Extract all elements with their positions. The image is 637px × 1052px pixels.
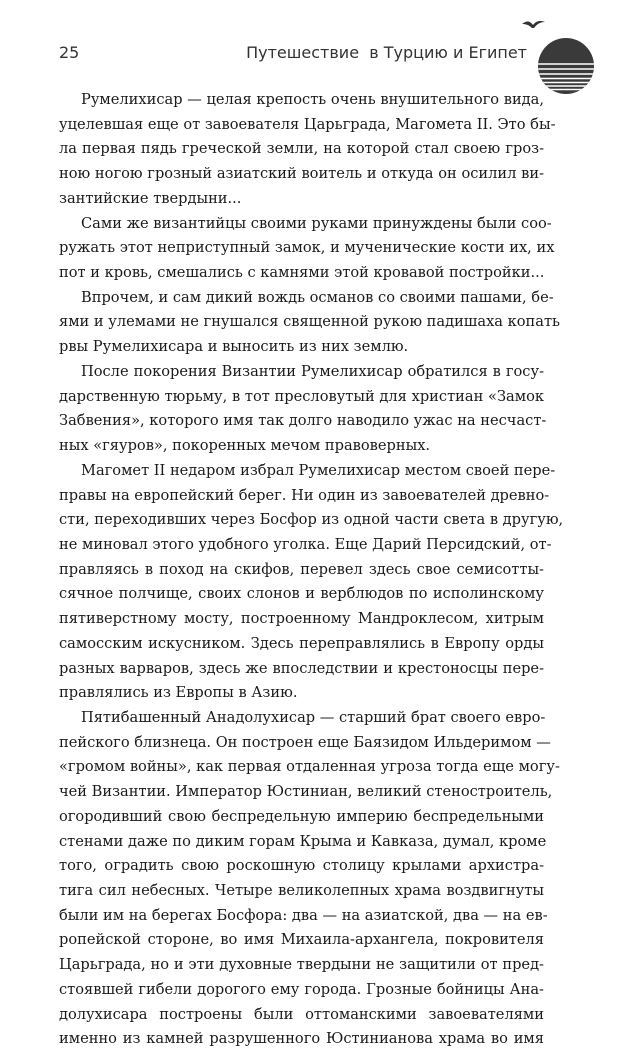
text-line: правлялись из Европы в Азию.: [59, 684, 298, 702]
text-line: стенами даже по диким горам Крыма и Кавказа, думал, кроме: [59, 832, 547, 850]
text-line: ных «гяуров», покоренных мечом правоверных.: [59, 437, 431, 455]
text-line: Пятибашенный Анадолухисар — старший брат своего евро-: [81, 708, 546, 726]
text-line: ла первая пядь греческой земли, на которой стал своею гроз-: [59, 140, 544, 158]
page-number: 25: [59, 43, 80, 62]
text-line: После покорения Византии Румелихисар обратился в госу-: [81, 362, 544, 380]
text-line: рвы Румелихисара и выносить из них землю.: [59, 338, 409, 356]
text-line: ружать этот неприступный замок, и мученические кости их, их: [59, 239, 555, 257]
text-line: огородивший свою беспредельную империю беспредельными: [59, 807, 544, 825]
text-line: чей Византии. Император Юстиниан, великий стеностроитель,: [59, 783, 553, 801]
text-line: пятиверстному мосту, построенному Мандроклесом, хитрым: [59, 610, 544, 628]
sunset-bird-ornament-icon: [520, 14, 600, 94]
text-line: дарственную тюрьму, в тот пресловутый для христиан «Замок: [59, 387, 544, 405]
text-line: разных варваров, здесь же впоследствии и крестоносцы пере-: [59, 659, 544, 677]
paragraph: [59, 286, 560, 360]
paragraph: [59, 88, 556, 212]
text-line: пейского близнеца. Он построен еще Баязидом Ильдеримом —: [59, 733, 551, 751]
text-line: Сами же византийцы своими руками принуждены были соо-: [81, 214, 552, 232]
text-line: сячное полчище, своих слонов и верблюдов по исполинскому: [59, 585, 544, 603]
paragraph: [59, 459, 564, 706]
text-line: ропейской стороне, во имя Михаила-архангела, покровителя: [59, 931, 544, 949]
text-line: ями и улемами не гнушался священной рукою падишаха копать: [59, 313, 560, 331]
text-line: Магомет II недаром избрал Румелихисар местом своей пере-: [81, 461, 556, 479]
text-line: Впрочем, и сам дикий вождь османов со своими пашами, бе-: [81, 288, 554, 306]
text-line: сти, переходивших через Босфор из одной части света в другую,: [59, 511, 564, 529]
text-line: «громом войны», как первая отдаленная угроза тогда еще могу-: [59, 758, 560, 776]
text-line: пот и кровь, смешались с камнями этой кровавой постройки...: [59, 264, 545, 282]
text-line: уцелевшая еще от завоевателя Царьграда, Магомета II. Это бы-: [59, 115, 556, 133]
text-line: стоявшей гибели дорогого ему города. Грозные бойницы Ана-: [59, 980, 544, 998]
text-line: ною ногою грозный азиатский воитель и откуда он осилил ви-: [59, 165, 544, 183]
paragraph: [59, 360, 547, 459]
text-line: правы на европейский берег. Ни один из завоевателей древно-: [59, 486, 550, 504]
text-line: не миновал этого удобного уголка. Еще Дарий Персидский, от-: [59, 535, 552, 553]
text-line: правляясь в поход на скифов, перевел здесь свое семисотты-: [59, 560, 544, 578]
running-title: Путешествие в Турцию и Египет: [246, 43, 527, 62]
text-line: Забвения», которого имя так долго наводило ужас на несчаст-: [59, 412, 547, 430]
text-line: самосским искусником. Здесь переправлялись в Европу орды: [59, 634, 544, 652]
text-line: Румелихисар — целая крепость очень внушительного вида,: [81, 91, 544, 108]
text-line: того, оградить свою роскошную столицу крылами архистра-: [59, 857, 544, 875]
text-line: Царьграда, но и эти духовные твердыни не защитили от пред-: [59, 956, 544, 974]
paragraph: [59, 706, 560, 1052]
text-line: зантийские твердыни...: [59, 189, 242, 207]
body-text: [59, 88, 564, 1052]
text-line: именно из камней разрушенного Юстинианова храма во имя: [59, 1030, 544, 1048]
text-line: были им на берегах Босфора: два — на азиатской, два — на ев-: [59, 906, 548, 924]
text-line: долухисара построены были оттоманскими завоевателями: [59, 1005, 544, 1023]
text-line: тига сил небесных. Четыре великолепных храма воздвигнуты: [59, 882, 544, 899]
paragraph: [59, 212, 555, 286]
